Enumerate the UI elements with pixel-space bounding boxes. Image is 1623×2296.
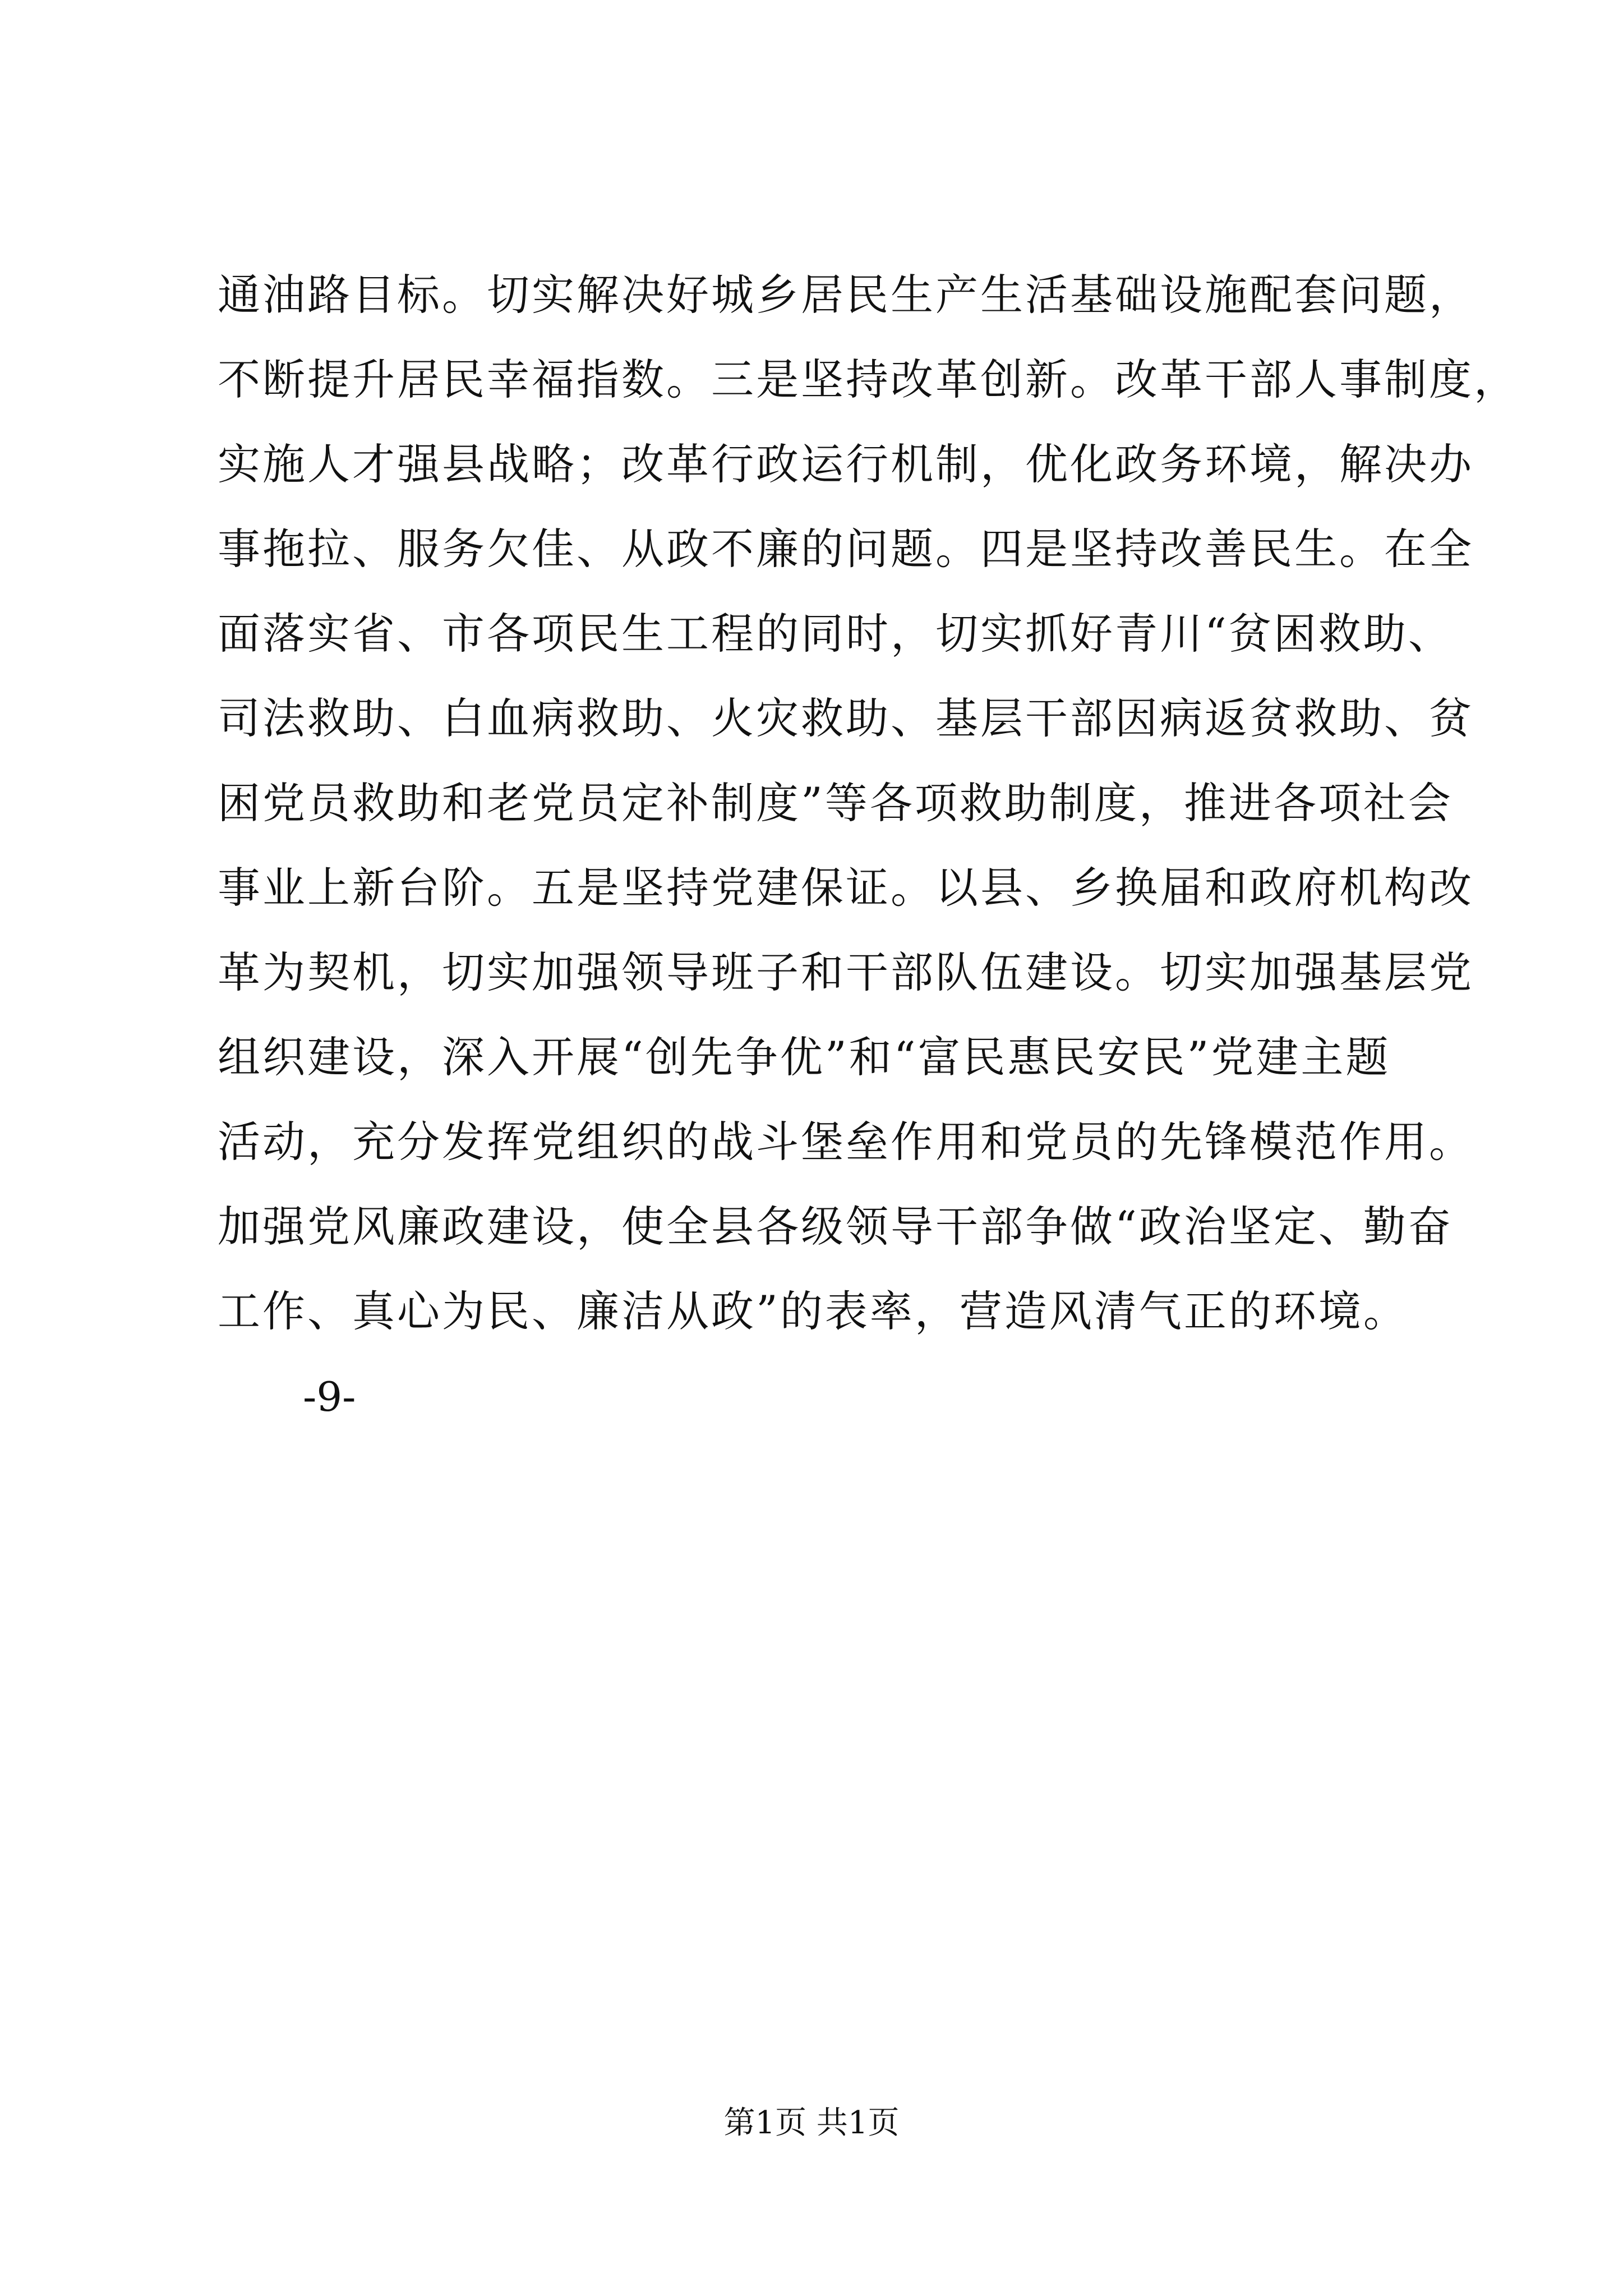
text-line: 司法救助、白血病救助、火灾救助、基层干部因病返贫救助、贫 — [218, 693, 1474, 743]
text-line: 活动，充分发挥党组织的战斗堡垒作用和党员的先锋模范作用。 — [218, 1117, 1474, 1167]
text-line: 面落实省、市各项民生工程的同时，切实抓好青川“贫困救助、 — [218, 609, 1453, 659]
text-line: 实施人才强县战略；改革行政运行机制，优化政务环境，解决办 — [218, 439, 1474, 489]
text-line: 事业上新台阶。五是坚持党建保证。以县、乡换届和政府机构改 — [218, 863, 1474, 913]
text-line: 工作、真心为民、廉洁从政”的表率，营造风清气正的环境。 — [218, 1286, 1408, 1336]
text-line: 困党员救助和老党员定补制度”等各项救助制度，推进各项社会 — [218, 778, 1453, 828]
body-paragraph — [218, 252, 1519, 1354]
inline-page-number: -9- — [303, 1373, 356, 1420]
text-line: 通油路目标。切实解决好城乡居民生产生活基础设施配套问题， — [218, 270, 1474, 320]
text-line: 组织建设，深入开展“创先争优”和“富民惠民安民”党建主题 — [218, 1032, 1391, 1082]
page-footer: 第1页 共1页 — [723, 2105, 900, 2141]
text-line: 事拖拉、服务欠佳、从政不廉的问题。四是坚持改善民生。在全 — [218, 524, 1474, 574]
text-line: 加强党风廉政建设，使全县各级领导干部争做“政治坚定、勤奋 — [218, 1202, 1453, 1251]
text-line: 革为契机，切实加强领导班子和干部队伍建设。切实加强基层党 — [218, 947, 1474, 997]
text-line: 不断提升居民幸福指数。三是坚持改革创新。改革干部人事制度， — [218, 355, 1519, 404]
